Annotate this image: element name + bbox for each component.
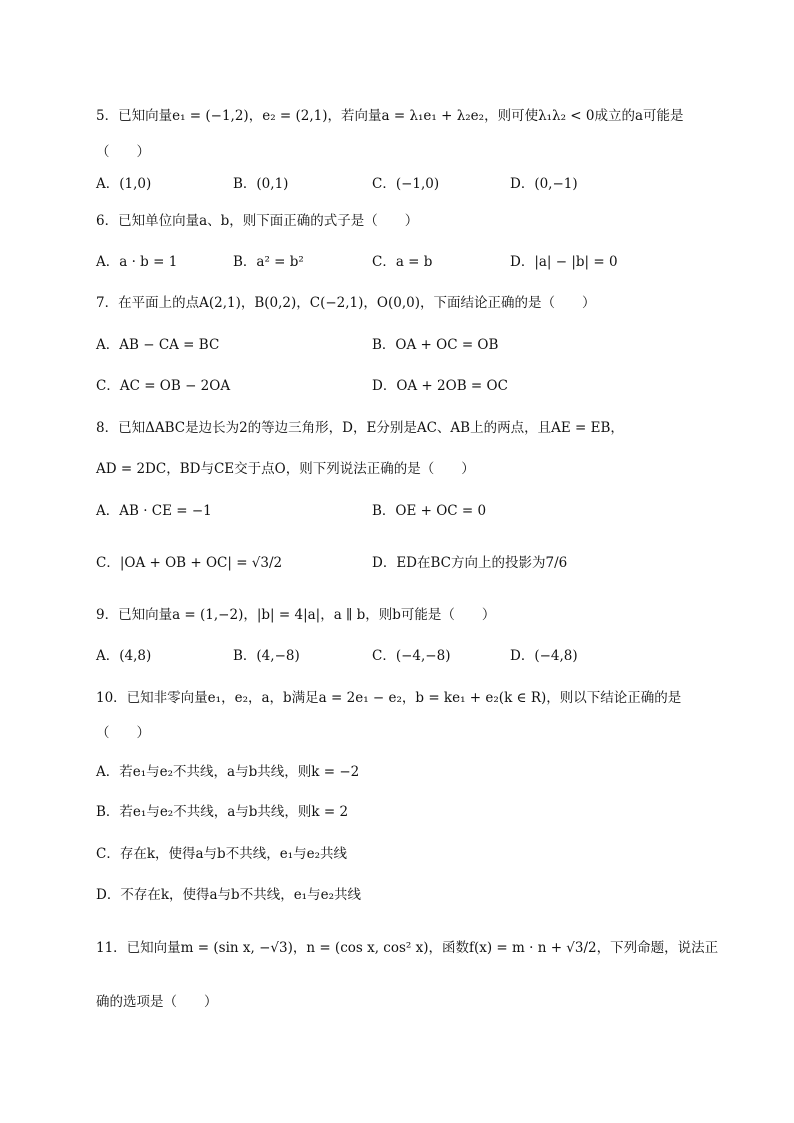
option-a: A．a · b = 1 [96,254,178,270]
question-10-stem-line-2: （ ） [96,725,150,741]
option-d: D．(0,−1) [510,176,578,192]
question-6-stem: 6．已知单位向量a、b，则下面正确的式子是（ ） [96,213,419,229]
option-c: C．AC = OB − 2OA [96,378,231,394]
question-9-stem: 9．已知向量a = (1,−2)，|b| = 4|a|，a ∥ b，则b可能是（ ） [96,607,496,623]
option-a: A．(4,8) [96,648,152,664]
option-a: A．(1,0) [96,176,152,192]
option-d: D．OA + 2OB = OC [372,378,508,394]
question-10-stem-line-1: 10．已知非零向量e₁，e₂，a，b满足a = 2e₁ − e₂，b = ke₁ + e₂(k ∈ R)，则以下结论正确的是 [96,690,682,706]
option-c: C．(−1,0) [372,176,440,192]
option-b: B．OE + OC = 0 [372,503,487,519]
option-d: D．ED在BC方向上的投影为7/6 [372,555,568,571]
option-b: B．a² = b² [233,254,304,270]
question-11-stem-line-2: 确的选项是（ ） [96,994,218,1010]
question-7-stem: 7．在平面上的点A(2,1)，B(0,2)，C(−2,1)，O(0,0)，下面结论正确的是（ ） [96,295,596,311]
question-5-stem-line-1: 5．已知向量e₁ = (−1,2)，e₂ = (2,1)，若向量a = λ₁e₁ + λ₂e₂，则可使λ₁λ₂ < 0成立的a可能是 [96,108,684,124]
option-a: A．AB · CE = −1 [96,503,212,519]
question-8-stem-line-1: 8．已知ΔABC是边长为2的等边三角形，D，E分别是AC、AB上的两点，且AE = EB， [96,420,624,436]
option-b: B．OA + OC = OB [372,337,499,353]
question-10-option-d: D．不存在k，使得a与b不共线，e₁与e₂共线 [96,887,361,903]
question-11-stem-line-1: 11．已知向量m = (sin x, −√3)，n = (cos x, cos² x)，函数f(x) = m · n + √3/2，下列命题，说法正 [96,940,719,956]
question-10-option-c: C．存在k，使得a与b不共线，e₁与e₂共线 [96,846,348,862]
question-10-option-a: A．若e₁与e₂不共线，a与b共线，则k = −2 [96,764,360,780]
option-c: C．|OA + OB + OC| = √3/2 [96,555,283,571]
question-5-stem-line-2: （ ） [96,144,150,160]
question-8-stem-line-2: AD = 2DC，BD与CE交于点O，则下列说法正确的是（ ） [96,461,475,477]
option-c: C．a = b [372,254,433,270]
option-d: D．|a| − |b| = 0 [510,254,618,270]
question-10-option-b: B．若e₁与e₂不共线，a与b共线，则k = 2 [96,804,349,820]
option-b: B．(0,1) [233,176,289,192]
option-d: D．(−4,8) [510,648,578,664]
option-a: A．AB − CA = BC [96,337,220,353]
option-c: C．(−4,−8) [372,648,451,664]
option-b: B．(4,−8) [233,648,300,664]
